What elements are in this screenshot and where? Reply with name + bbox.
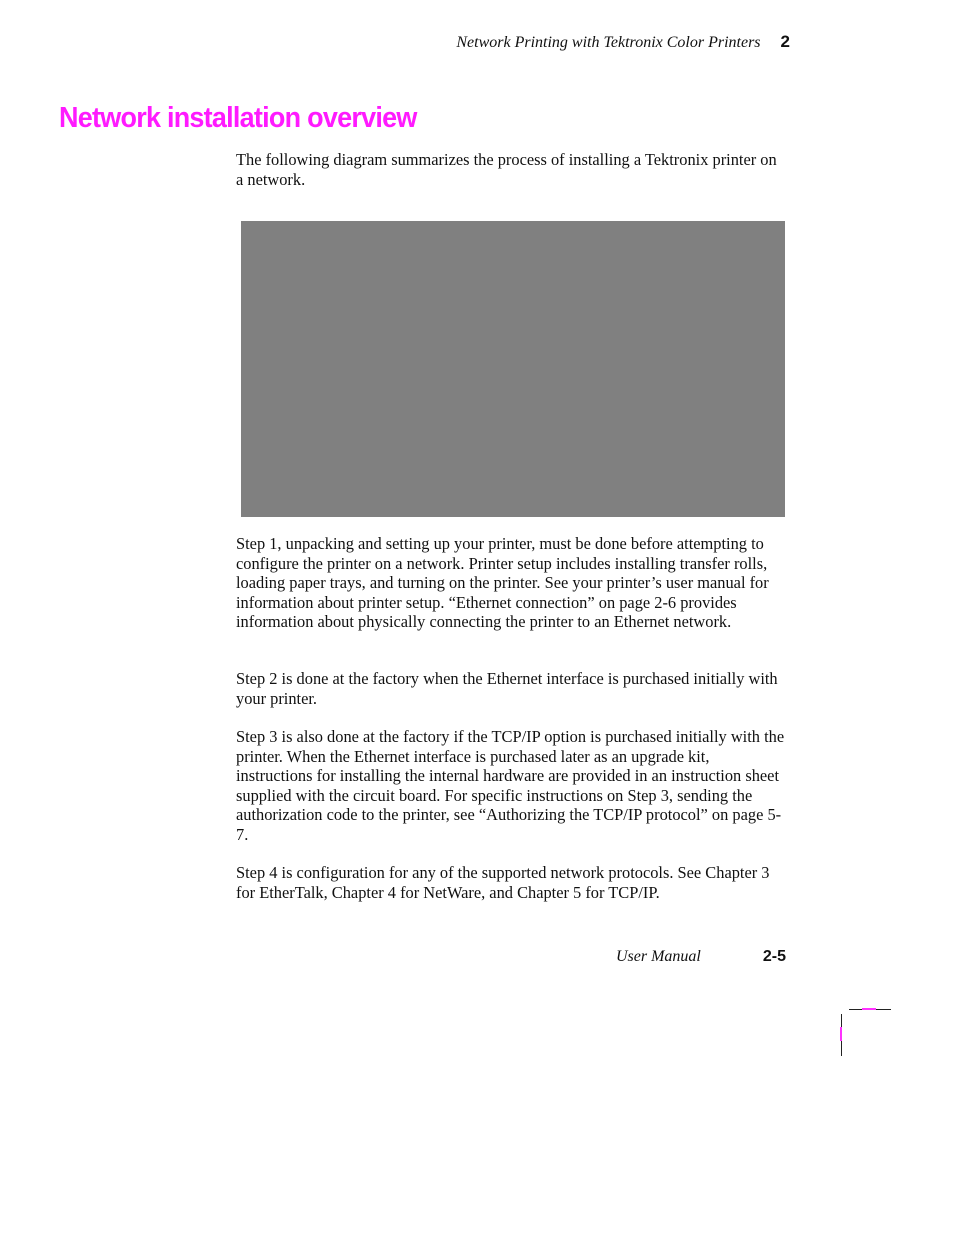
section-heading: Network installation overview [59, 102, 417, 134]
running-header [456, 32, 790, 52]
step-4-paragraph: Step 4 is configuration for any of the supported network protocols. See Chapter 3 for EtherTalk, Chapter 4 for NetWare, and Chapter 5 for TCP/IP. [236, 863, 770, 902]
chapter-number: 2 [780, 32, 790, 51]
crop-mark-horizontal-accent [862, 1008, 876, 1010]
crop-mark-vertical-accent [840, 1027, 842, 1041]
installation-diagram-placeholder [241, 221, 785, 517]
step-2-paragraph: Step 2 is done at the factory when the Ethernet interface is purchased initially with your printer. [236, 669, 778, 708]
step-1-paragraph: Step 1, unpacking and setting up your printer, must be done before attempting to configure the printer on a network. Printer setup includes installing transfer rolls, loading paper trays, and turning on the printer. See your printer’s user manual for information about printer setup. “Ethernet connection” on page 2-6 provides information about physically connecting the printer to an Ethernet network. [236, 534, 769, 632]
intro-paragraph: The following diagram summarizes the process of installing a Tektronix printer on a network. [236, 150, 777, 189]
running-title: Network Printing with Tektronix Color Printers [456, 34, 761, 51]
step-3-paragraph: Step 3 is also done at the factory if the TCP/IP option is purchased initially with the printer. When the Ethernet interface is purchased later as an upgrade kit, instructions for installing the internal hardware are provided in an instruction sheet supplied with the circuit board. For specific instructions on Step 3, sending the authorization code to the printer, see “Authorizing the TCP/IP protocol” on page 5-7. [236, 727, 785, 844]
running-footer [616, 948, 786, 966]
page-number: 2-5 [762, 948, 786, 965]
manual-title: User Manual [615, 948, 701, 965]
